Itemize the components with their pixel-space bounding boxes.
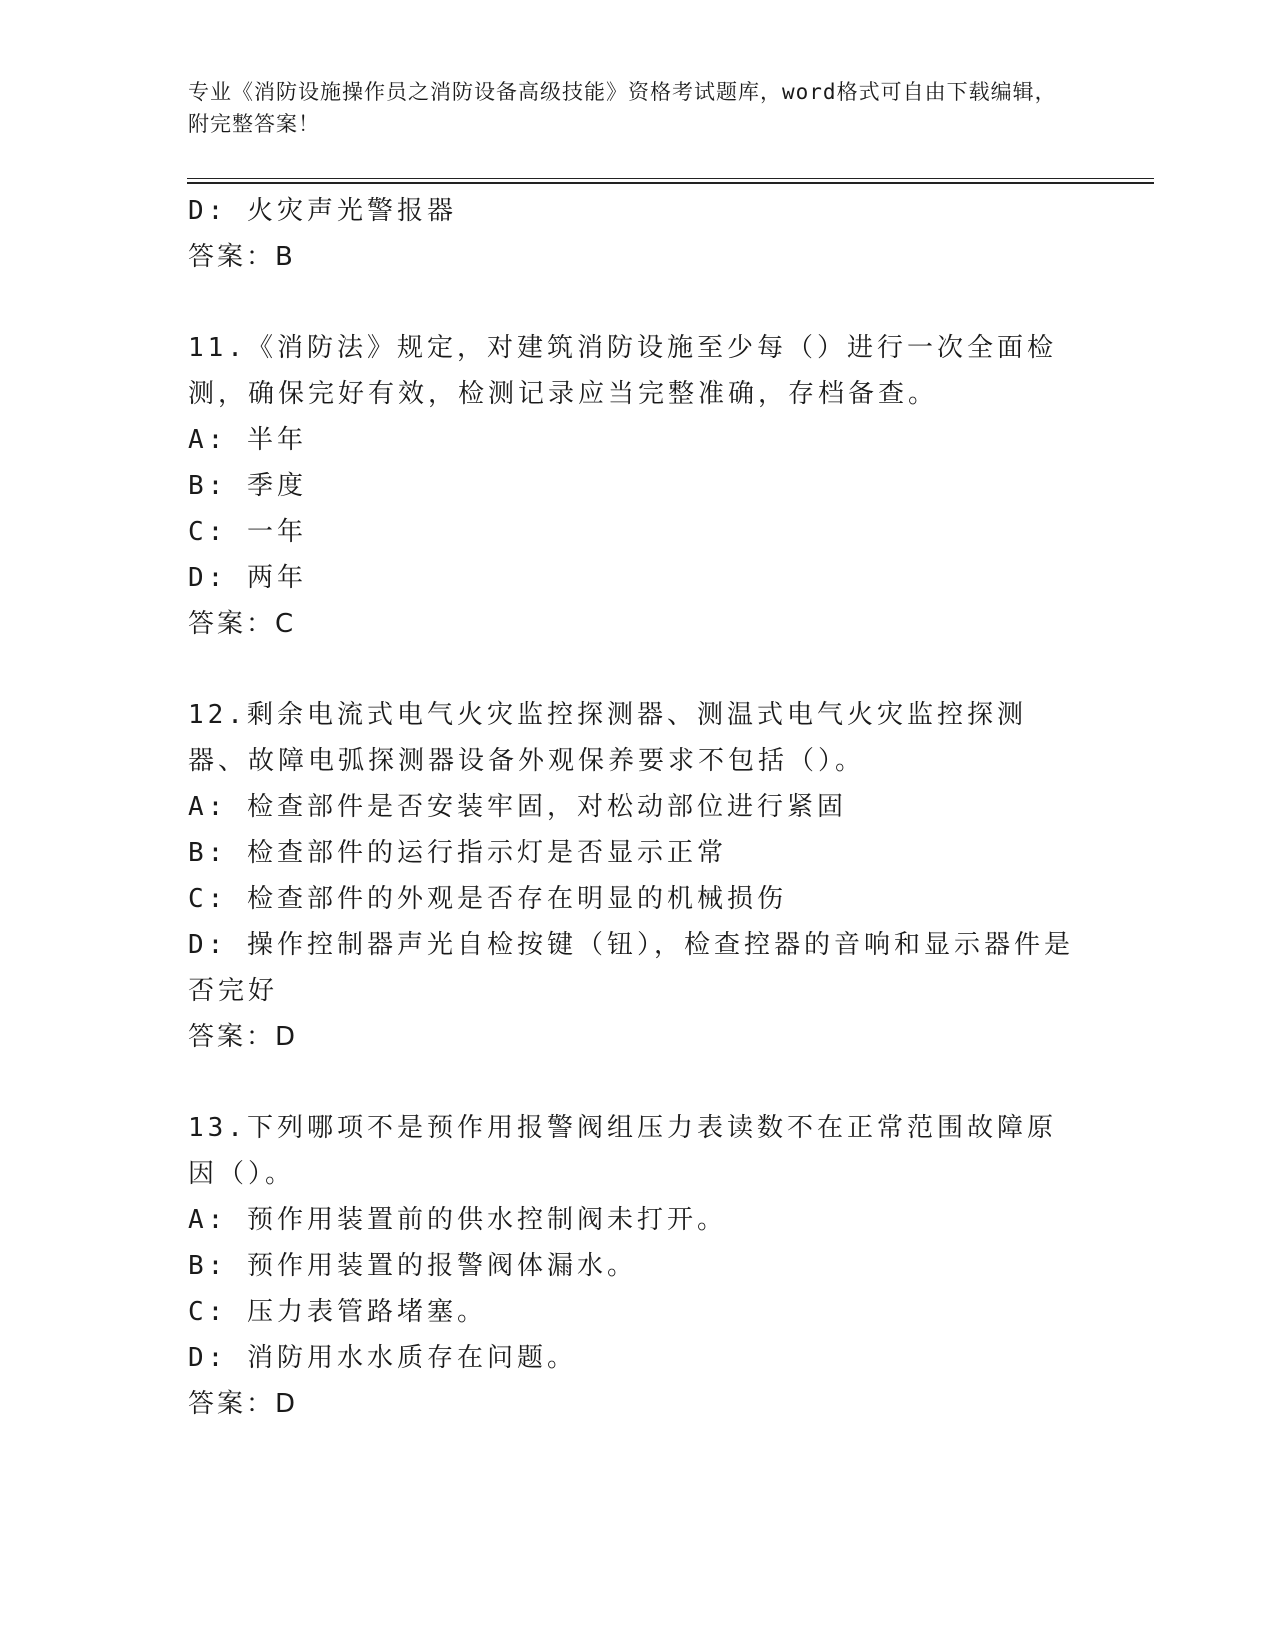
question-12-option-c: C: 检查部件的外观是否存在明显的机械损伤 bbox=[188, 884, 787, 914]
question-11-option-b: B: 季度 bbox=[188, 471, 307, 501]
question-11-answer: 答案：C bbox=[188, 609, 297, 639]
question-12-option-a: A: 检查部件是否安装牢固，对松动部位进行紧固 bbox=[188, 792, 847, 822]
spacer bbox=[188, 280, 1078, 325]
answer-line: 答案：B bbox=[188, 242, 296, 272]
question-12-option-b: B: 检查部件的运行指示灯是否显示正常 bbox=[188, 838, 727, 868]
question-11-option-c: C: 一年 bbox=[188, 517, 307, 547]
question-13-answer: 答案：D bbox=[188, 1389, 299, 1419]
spacer bbox=[188, 1060, 1078, 1105]
question-13-option-d: D: 消防用水水质存在问题。 bbox=[188, 1343, 577, 1373]
question-13-option-a: A: 预作用装置前的供水控制阀未打开。 bbox=[188, 1205, 727, 1235]
spacer bbox=[188, 647, 1078, 692]
question-12-option-d: D: 操作控制器声光自检按键（钮），检查控器的音响和显示器件是否完好 bbox=[188, 930, 1074, 1006]
question-13-text: 13.下列哪项不是预作用报警阀组压力表读数不在正常范围故障原因（）。 bbox=[188, 1113, 1057, 1189]
question-content bbox=[188, 188, 1078, 1427]
header-divider bbox=[187, 178, 1154, 184]
question-11-text: 11.《消防法》规定，对建筑消防设施至少每（）进行一次全面检测，确保完好有效，检测记录应当完整准确，存档备查。 bbox=[188, 333, 1057, 409]
question-13-option-c: C: 压力表管路堵塞。 bbox=[188, 1297, 487, 1327]
question-11-option-a: A: 半年 bbox=[188, 425, 307, 455]
question-12-answer: 答案：D bbox=[188, 1022, 299, 1052]
question-13-option-b: B: 预作用装置的报警阀体漏水。 bbox=[188, 1251, 637, 1281]
option-d: D: 火灾声光警报器 bbox=[188, 196, 457, 226]
page-header: 专业《消防设施操作员之消防设备高级技能》资格考试题库，word格式可自由下载编辑，附完整答案！ bbox=[188, 80, 1057, 136]
question-11-option-d: D: 两年 bbox=[188, 563, 307, 593]
question-12-text: 12.剩余电流式电气火灾监控探测器、测温式电气火灾监控探测器、故障电弧探测器设备外观保养要求不包括（）。 bbox=[188, 700, 1027, 776]
